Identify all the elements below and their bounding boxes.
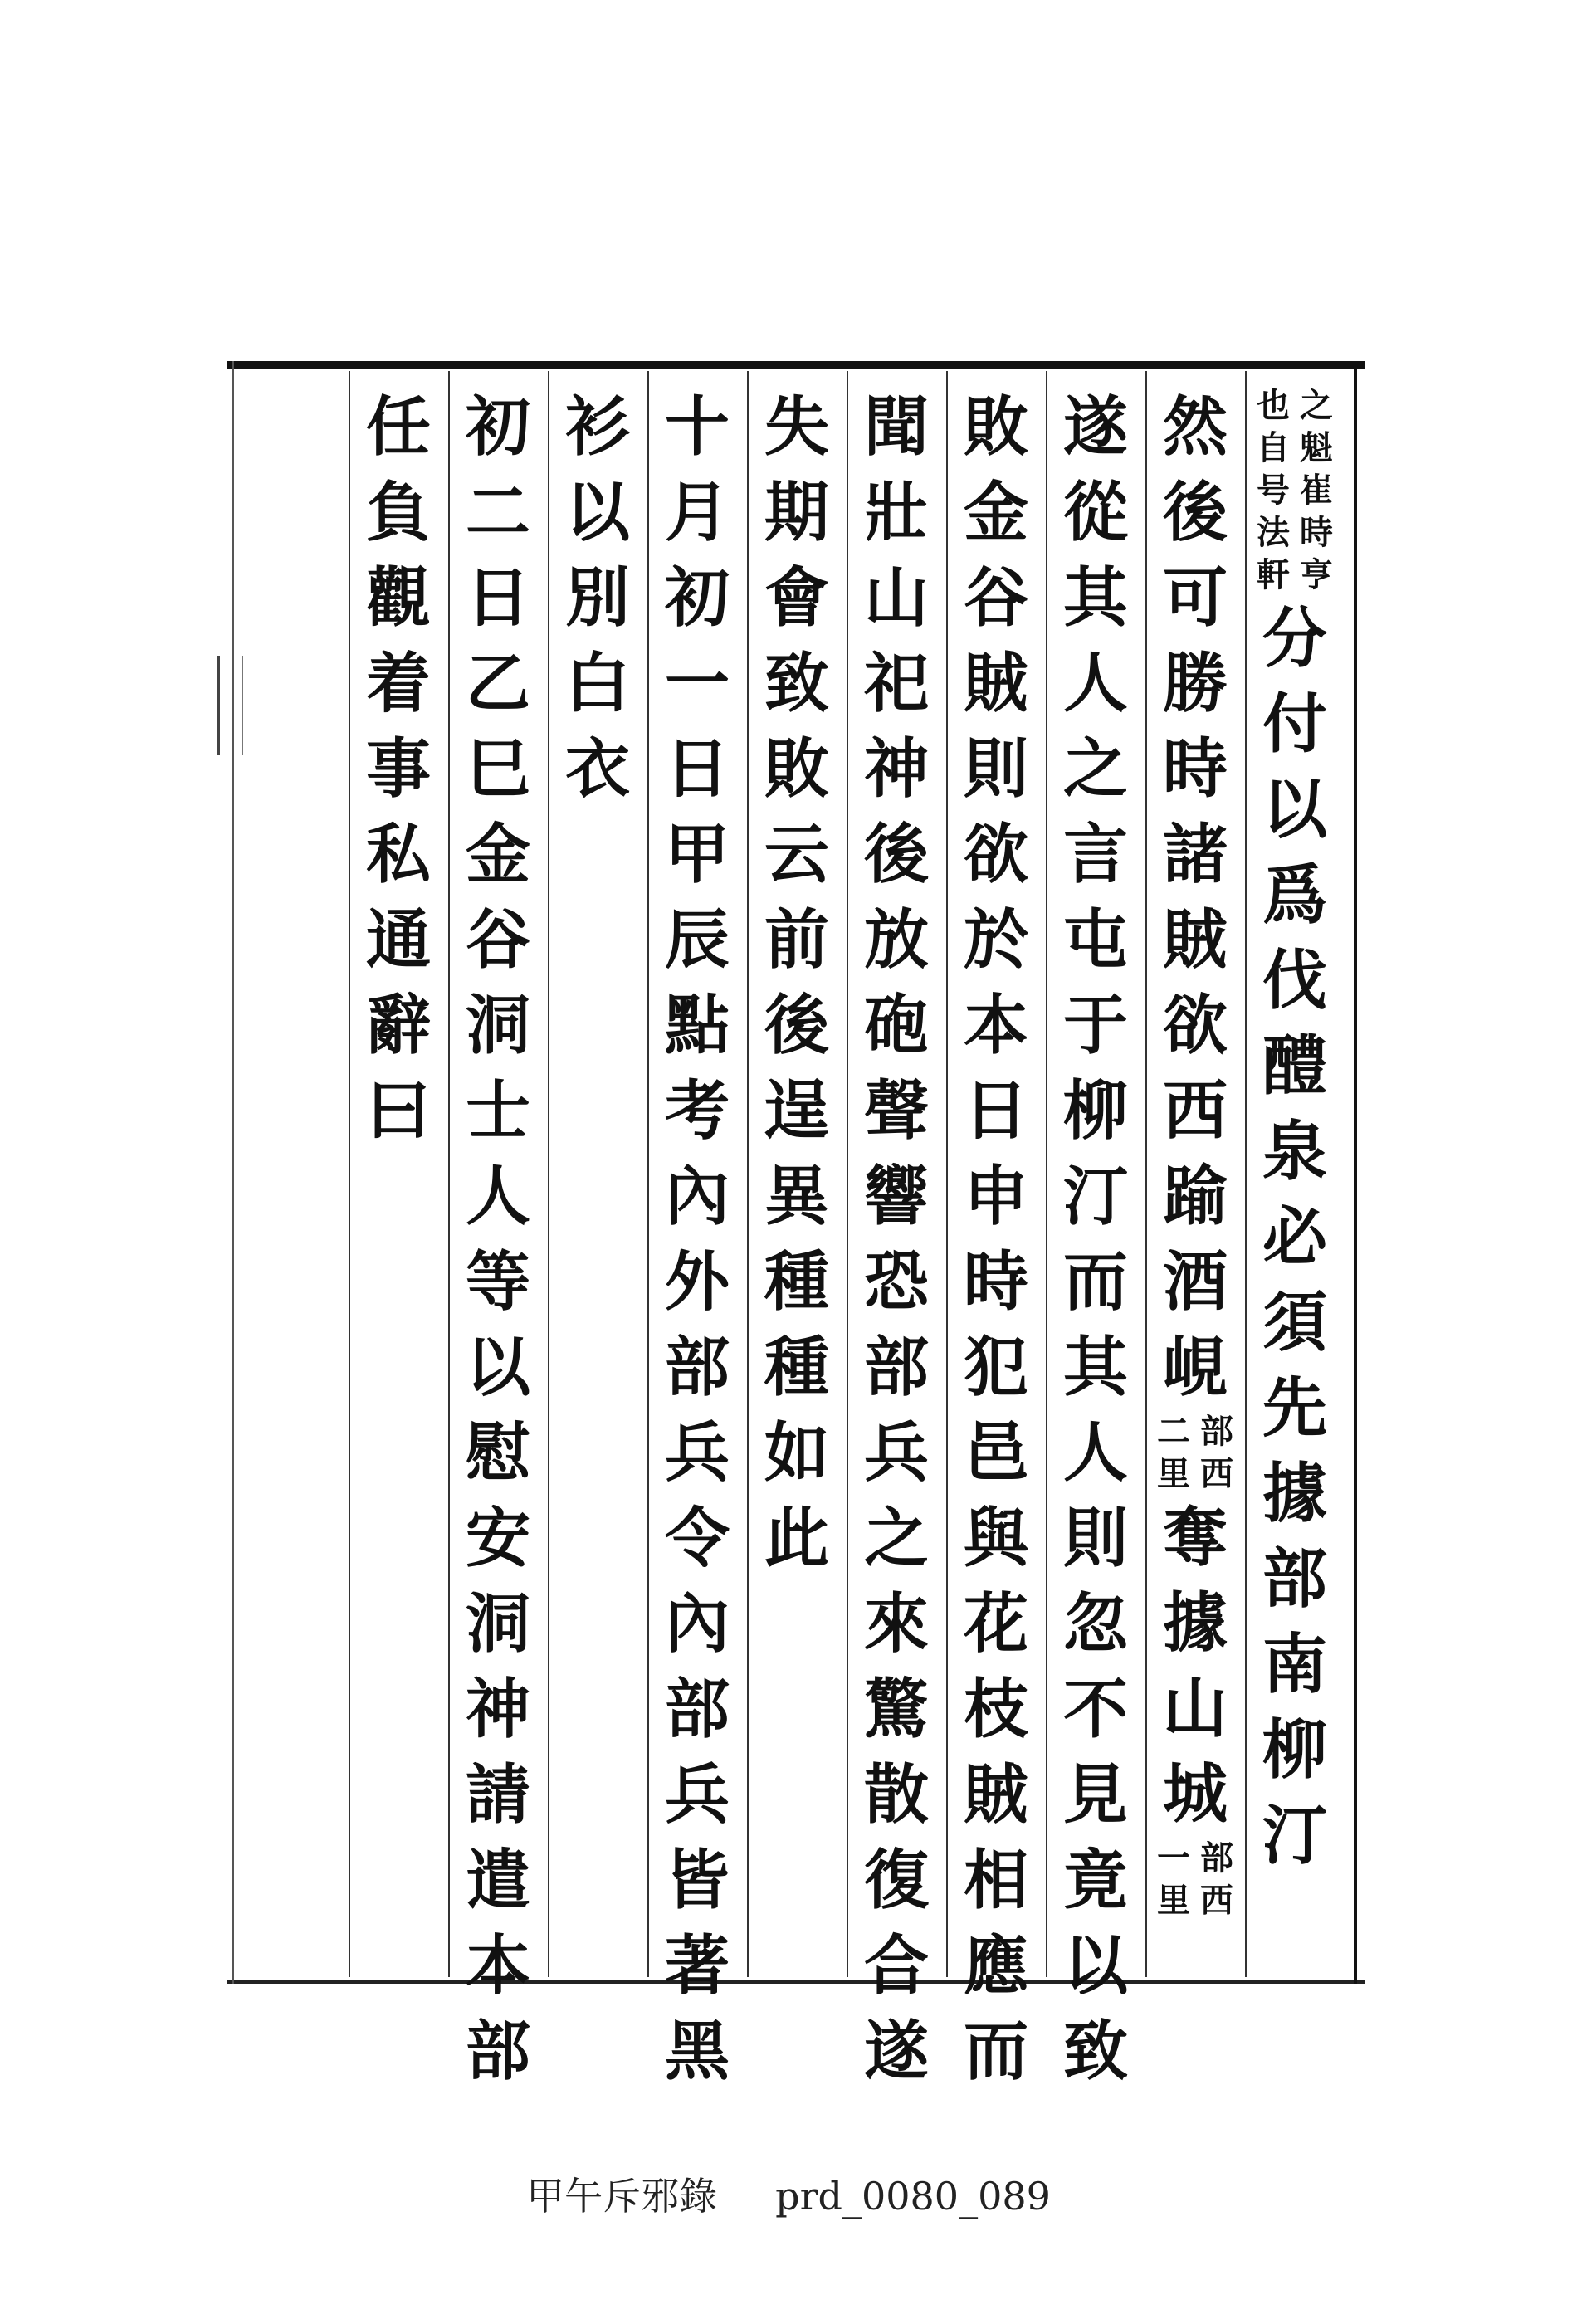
column-char: 汀: [1262, 1798, 1327, 1873]
column-char: 前: [764, 902, 829, 978]
annotation-char: 西: [1200, 1881, 1233, 1920]
column-char: 異: [764, 1159, 829, 1234]
annotation-char: 自: [1257, 428, 1290, 467]
column-char: 不: [1062, 1672, 1128, 1747]
annotation-char: 里: [1157, 1881, 1190, 1920]
column-char: 敗: [764, 731, 829, 807]
column-char: 山: [863, 560, 929, 636]
page-id: prd_0080_089: [775, 2174, 1051, 2219]
column-char: 時: [1162, 731, 1228, 807]
annotation-note-column: [1254, 384, 1292, 596]
column-char: 復: [863, 1843, 929, 1918]
annotation-char: 魁: [1300, 428, 1333, 467]
column-char: 邑: [963, 1415, 1028, 1491]
column-char: 日: [963, 1073, 1028, 1149]
column-char: 甲: [664, 817, 730, 892]
book-title: 甲午斥邪錄: [526, 2174, 718, 2219]
column-char: 金: [465, 817, 530, 892]
column-char: 此: [764, 1501, 829, 1576]
column-char: 峴: [1162, 1330, 1228, 1405]
page-frame: [232, 361, 1357, 2089]
column-char: 別: [564, 560, 630, 636]
column-char: 響: [863, 1159, 929, 1234]
annotation-char: 崔: [1300, 471, 1333, 510]
column-char: 安: [465, 1501, 530, 1576]
column-char: 賊: [963, 646, 1028, 721]
column-char: 聲: [863, 1073, 929, 1149]
annotation-char: 法: [1257, 513, 1290, 552]
column-char: 柳: [1262, 1712, 1327, 1788]
column-char: 城: [1162, 1756, 1228, 1832]
annotation-note-column: [1297, 384, 1335, 596]
text-column: [1250, 384, 1340, 1878]
annotation-char: 之: [1300, 386, 1333, 425]
text-column: [852, 384, 941, 2094]
column-char: 本: [963, 988, 1028, 1063]
column-char: 從: [1062, 475, 1128, 550]
column-char: 巳: [465, 731, 530, 807]
column-char: 汀: [1062, 1159, 1128, 1234]
text-column: [752, 384, 842, 1581]
column-char: 而: [1062, 1244, 1128, 1320]
column-char: 爲: [1262, 857, 1327, 933]
column-char: 辭: [365, 988, 431, 1063]
column-char: 等: [465, 1244, 530, 1320]
column-char: 以: [1062, 1928, 1128, 2004]
column-char: 人: [1062, 1415, 1128, 1491]
column-char: 谷: [963, 560, 1028, 636]
column-char: 分: [1262, 601, 1327, 676]
column-char: 遂: [1062, 389, 1128, 465]
text-column: [1150, 384, 1240, 1921]
page-footer: [0, 2166, 1577, 2221]
column-char: 辰: [664, 902, 730, 978]
top-border: [227, 361, 1365, 369]
column-char: 衣: [564, 731, 630, 807]
column-char: 致: [764, 646, 829, 721]
column-char: 後: [764, 988, 829, 1063]
annotation-note: [1250, 384, 1340, 596]
column-divider: [946, 371, 948, 1977]
column-char: 部: [664, 1330, 730, 1405]
column-char: 其: [1062, 560, 1128, 636]
column-char: 洞: [465, 1586, 530, 1662]
column-char: 黑: [664, 2014, 730, 2089]
column-char: 驚: [863, 1672, 929, 1747]
column-char: 然: [1162, 389, 1228, 465]
column-char: 負: [365, 475, 431, 550]
column-char: 付: [1262, 686, 1327, 762]
bottom-border: [227, 1980, 1365, 1984]
column-char: 以: [564, 475, 630, 550]
column-char: 柳: [1062, 1073, 1128, 1149]
column-char: 谷: [465, 902, 530, 978]
annotation-char: 西: [1200, 1454, 1233, 1493]
column-divider: [847, 371, 848, 1977]
column-char: 則: [963, 731, 1028, 807]
column-char: 二: [465, 475, 530, 550]
column-char: 著: [664, 1928, 730, 2004]
column-char: 來: [863, 1586, 929, 1662]
column-char: 以: [1262, 772, 1327, 847]
annotation-char: 軒: [1257, 555, 1290, 594]
column-char: 時: [963, 1244, 1028, 1320]
column-char: 聞: [863, 389, 929, 465]
annotation-char: 亨: [1300, 555, 1333, 594]
column-char: 泉: [1262, 1114, 1327, 1189]
column-char: 金: [963, 475, 1028, 550]
column-char: 衫: [564, 389, 630, 465]
column-char: 部: [1262, 1541, 1327, 1617]
column-char: 曰: [365, 1073, 431, 1149]
column-char: 奪: [1162, 1500, 1228, 1575]
text-column: [1051, 384, 1140, 2094]
column-char: 其: [1062, 1330, 1128, 1405]
column-char: 如: [764, 1415, 829, 1491]
column-char: 據: [1162, 1585, 1228, 1661]
column-char: 合: [863, 1928, 929, 2004]
column-char: 砲: [863, 988, 929, 1063]
column-char: 白: [564, 646, 630, 721]
column-char: 失: [764, 389, 829, 465]
column-char: 皆: [664, 1843, 730, 1918]
column-char: 賊: [1162, 902, 1228, 978]
column-divider: [1046, 371, 1047, 1977]
column-char: 遣: [465, 1843, 530, 1918]
column-char: 西: [1162, 1073, 1228, 1149]
column-char: 之: [863, 1501, 929, 1576]
column-char: 致: [1062, 2014, 1128, 2089]
column-char: 則: [1062, 1501, 1128, 1576]
annotation-char: 部: [1200, 1838, 1233, 1877]
column-char: 先: [1262, 1370, 1327, 1446]
column-char: 欲: [963, 817, 1028, 892]
column-char: 人: [465, 1159, 530, 1234]
column-char: 枝: [963, 1672, 1028, 1747]
column-char: 兵: [863, 1415, 929, 1491]
column-char: 日: [465, 560, 530, 636]
column-char: 期: [764, 475, 829, 550]
column-char: 賊: [963, 1757, 1028, 1833]
column-char: 種: [764, 1330, 829, 1405]
column-char: 着: [365, 646, 431, 721]
gutter-mark: [217, 656, 243, 755]
column-char: 而: [963, 2014, 1028, 2089]
column-char: 月: [664, 475, 730, 550]
column-char: 十: [664, 389, 730, 465]
column-char: 申: [963, 1159, 1028, 1234]
column-divider: [349, 371, 350, 1977]
column-char: 可: [1162, 560, 1228, 636]
column-divider: [448, 371, 450, 1977]
column-divider: [1145, 371, 1147, 1977]
column-char: 於: [963, 902, 1028, 978]
text-column: [354, 384, 443, 1154]
column-char: 內: [664, 1159, 730, 1234]
annotation-note-column: [1155, 1410, 1193, 1495]
column-char: 部: [465, 2014, 530, 2089]
column-char: 通: [365, 902, 431, 978]
column-char: 後: [863, 817, 929, 892]
column-char: 山: [1162, 1671, 1228, 1746]
column-char: 言: [1062, 817, 1128, 892]
column-char: 逞: [764, 1073, 829, 1149]
column-char: 欲: [1162, 988, 1228, 1063]
column-char: 酒: [1162, 1244, 1228, 1320]
column-char: 屯: [1062, 902, 1128, 978]
column-divider: [1245, 371, 1247, 1977]
annotation-note-column: [1155, 1837, 1193, 1921]
column-char: 于: [1062, 988, 1128, 1063]
column-char: 請: [465, 1757, 530, 1833]
annotation-char: 号: [1257, 471, 1290, 510]
column-char: 相: [963, 1843, 1028, 1918]
column-char: 醴: [1262, 1028, 1327, 1104]
annotation-char: 里: [1157, 1454, 1190, 1493]
annotation-note-column: [1198, 1410, 1236, 1495]
column-char: 本: [465, 1928, 530, 2004]
column-char: 壯: [863, 475, 929, 550]
column-char: 忽: [1062, 1586, 1128, 1662]
column-char: 初: [465, 389, 530, 465]
column-divider: [747, 371, 749, 1977]
column-char: 慰: [465, 1415, 530, 1491]
column-char: 洞: [465, 988, 530, 1063]
column-char: 部: [664, 1672, 730, 1747]
column-char: 恐: [863, 1244, 929, 1320]
annotation-char: 也: [1257, 386, 1290, 425]
column-char: 種: [764, 1244, 829, 1320]
column-char: 點: [664, 988, 730, 1063]
annotation-char: 一: [1157, 1838, 1190, 1877]
text-column: [951, 384, 1041, 2094]
annotation-char: 時: [1300, 513, 1333, 552]
column-char: 兵: [664, 1415, 730, 1491]
column-char: 乙: [465, 646, 530, 721]
column-char: 私: [365, 817, 431, 892]
column-char: 踰: [1162, 1159, 1228, 1234]
column-char: 須: [1262, 1285, 1327, 1360]
column-char: 祀: [863, 646, 929, 721]
column-char: 南: [1262, 1627, 1327, 1702]
column-char: 以: [465, 1330, 530, 1405]
column-char: 部: [863, 1330, 929, 1405]
column-char: 外: [664, 1244, 730, 1320]
column-char: 花: [963, 1586, 1028, 1662]
column-char: 云: [764, 817, 829, 892]
column-char: 應: [963, 1928, 1028, 2004]
column-char: 任: [365, 389, 431, 465]
column-char: 考: [664, 1073, 730, 1149]
column-char: 犯: [963, 1330, 1028, 1405]
left-border: [232, 361, 234, 1984]
annotation-note: [1150, 1837, 1240, 1921]
column-char: 之: [1062, 731, 1128, 807]
column-char: 內: [664, 1586, 730, 1662]
column-divider: [548, 371, 549, 1977]
column-divider: [647, 371, 649, 1977]
column-char: 必: [1262, 1199, 1327, 1275]
column-char: 散: [863, 1757, 929, 1833]
text-column: [553, 384, 642, 812]
column-char: 人: [1062, 646, 1128, 721]
column-char: 神: [863, 731, 929, 807]
text-column: [652, 384, 742, 2094]
column-char: 據: [1262, 1456, 1327, 1531]
text-column: [453, 384, 543, 2094]
column-char: 事: [365, 731, 431, 807]
annotation-note-column: [1198, 1837, 1236, 1921]
column-char: 放: [863, 902, 929, 978]
annotation-char: 二: [1157, 1412, 1190, 1451]
column-char: 觀: [365, 560, 431, 636]
column-char: 與: [963, 1501, 1028, 1576]
column-char: 敗: [963, 389, 1028, 465]
column-char: 後: [1162, 475, 1228, 550]
column-char: 士: [465, 1073, 530, 1149]
column-char: 兵: [664, 1757, 730, 1833]
annotation-note: [1150, 1410, 1240, 1495]
column-char: 遂: [863, 2014, 929, 2089]
right-border: [1354, 361, 1357, 1984]
column-char: 諸: [1162, 817, 1228, 892]
column-char: 神: [465, 1672, 530, 1747]
column-char: 竟: [1062, 1843, 1128, 1918]
annotation-char: 部: [1200, 1412, 1233, 1451]
column-char: 初: [664, 560, 730, 636]
column-char: 令: [664, 1501, 730, 1576]
column-char: 一: [664, 646, 730, 721]
column-char: 勝: [1162, 646, 1228, 721]
column-char: 會: [764, 560, 829, 636]
column-char: 日: [664, 731, 730, 807]
column-char: 伐: [1262, 943, 1327, 1018]
column-char: 見: [1062, 1757, 1128, 1833]
